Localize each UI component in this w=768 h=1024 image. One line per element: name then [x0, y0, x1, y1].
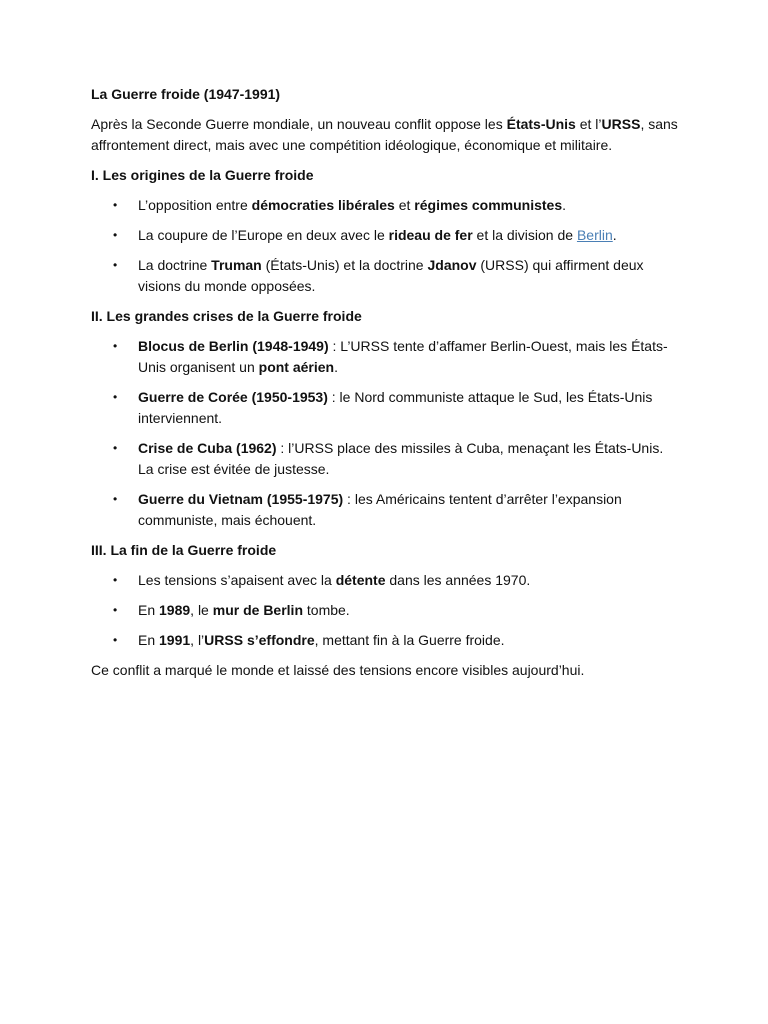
bullet-icon: •: [113, 573, 118, 587]
bullet-icon: •: [113, 441, 118, 455]
bullet-icon: •: [113, 603, 118, 617]
list-item: • La doctrine Truman (États-Unis) et la doctrine Jdanov (URSS) qui affirment deux visions du monde opposées.: [113, 257, 644, 294]
list-item: • En 1989, le mur de Berlin tombe.: [91, 600, 681, 621]
list-item: • L’opposition entre démocraties libérales et régimes communistes.: [91, 195, 681, 216]
list-item: • Guerre de Corée (1950-1953) : le Nord communiste attaque le Sud, les États-Unis interviennent.: [113, 389, 653, 426]
list-item: • Les tensions s’apaisent avec la détente dans les années 1970.: [91, 570, 681, 591]
list-item: • La coupure de l’Europe en deux avec le rideau de fer et la division de Berlin.: [91, 225, 681, 246]
end-list: [91, 570, 681, 651]
bullet-icon: •: [113, 390, 118, 404]
intro-paragraph: Après la Seconde Guerre mondiale, un nouveau conflit oppose les États-Unis et l’URSS, sans affrontement direct, mais avec une compétition idéologique, économique et militaire.: [91, 116, 678, 153]
bullet-icon: •: [113, 633, 118, 647]
bullet-icon: •: [113, 258, 118, 272]
bullet-icon: •: [113, 228, 118, 242]
origins-list: [91, 195, 681, 297]
list-item: • Crise de Cuba (1962) : l’URSS place des missiles à Cuba, menaçant les États-Unis. La crise est évitée de justesse.: [113, 440, 664, 477]
bullet-icon: •: [113, 198, 118, 212]
section-heading-end: III. La fin de la Guerre froide: [91, 542, 277, 558]
list-item: • En 1991, l’URSS s’effondre, mettant fin à la Guerre froide.: [91, 630, 681, 651]
bullet-icon: •: [113, 492, 118, 506]
berlin-link[interactable]: Berlin: [576, 227, 613, 243]
document-body: [91, 84, 681, 690]
section-heading-crises: II. Les grandes crises de la Guerre froide: [91, 308, 362, 324]
bullet-icon: •: [113, 339, 118, 353]
list-item: • Guerre du Vietnam (1955-1975) : les Américains tentent d’arrêter l’expansion communiste, mais échouent.: [113, 491, 622, 528]
section-heading-origins: I. Les origines de la Guerre froide: [91, 167, 314, 183]
conclusion-paragraph: Ce conflit a marqué le monde et laissé des tensions encore visibles aujourd’hui.: [91, 662, 585, 678]
crises-list: [91, 336, 681, 531]
list-item: • Blocus de Berlin (1948-1949) : L’URSS tente d’affamer Berlin-Ouest, mais les États-Unis organisent un pont aérien.: [113, 338, 668, 375]
document-title: La Guerre froide (1947-1991): [91, 86, 281, 102]
